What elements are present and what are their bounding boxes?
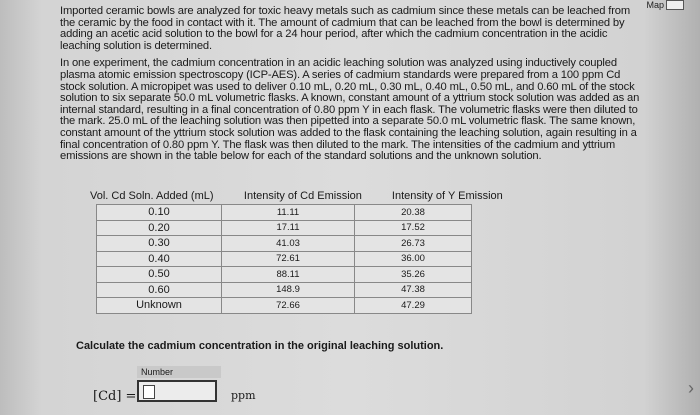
cell-cd: 72.66 <box>222 298 355 314</box>
cell-cd: 88.11 <box>222 267 355 283</box>
number-label: Number <box>137 366 221 378</box>
cell-y: 20.38 <box>355 205 472 221</box>
map-label: Map <box>646 0 664 10</box>
input-cursor-box <box>143 385 155 399</box>
cell-cd: 72.61 <box>222 251 355 267</box>
cell-volume: Unknown <box>97 298 222 314</box>
question-text: Calculate the cadmium concentration in the original leaching solution. <box>76 340 444 352</box>
cell-volume: 0.30 <box>97 236 222 252</box>
cell-y: 47.38 <box>355 282 472 298</box>
table-row <box>97 282 472 298</box>
cell-y: 47.29 <box>355 298 472 314</box>
cell-volume: 0.40 <box>97 251 222 267</box>
cd-variable-label: [Cd] = <box>93 389 137 404</box>
cell-y: 17.52 <box>355 220 472 236</box>
answer-input[interactable] <box>137 380 217 402</box>
map-button[interactable] <box>646 0 684 10</box>
unit-label: ppm <box>231 389 256 402</box>
table-row <box>97 236 472 252</box>
cell-cd: 41.03 <box>222 236 355 252</box>
cell-volume: 0.10 <box>97 205 222 221</box>
table-row <box>97 298 472 314</box>
cell-volume: 0.50 <box>97 267 222 283</box>
cell-cd: 11.11 <box>222 205 355 221</box>
table-row <box>97 220 472 236</box>
table-row <box>97 205 472 221</box>
table-row <box>97 251 472 267</box>
chevron-right-icon: › <box>688 378 694 398</box>
map-icon <box>666 0 684 10</box>
header-cd-intensity: Intensity of Cd Emission <box>243 190 362 202</box>
intro-paragraph: Imported ceramic bowls are analyzed for toxic heavy metals such as cadmium since these metals can be leached from the ceramic by the food in contact with it. The amount of cadmium that can be leached from the bowl is determined by adding an acetic acid solution to the bowl for a 24 hour period, after which the cadmium concentration in the acidic leaching solution is determined. <box>60 5 631 52</box>
cell-y: 35.26 <box>355 267 472 283</box>
table-header <box>90 190 530 202</box>
cell-volume: 0.20 <box>97 220 222 236</box>
header-y-intensity: Intensity of Y Emission <box>391 190 503 202</box>
header-volume: Vol. Cd Soln. Added (mL) <box>90 190 214 202</box>
cell-y: 36.00 <box>355 251 472 267</box>
cell-cd: 17.11 <box>222 220 355 236</box>
table-row <box>97 267 472 283</box>
emission-table <box>96 204 472 314</box>
cell-y: 26.73 <box>355 236 472 252</box>
answer-area <box>85 365 285 415</box>
cell-cd: 148.9 <box>222 282 355 298</box>
cell-volume: 0.60 <box>97 282 222 298</box>
problem-page <box>60 0 640 169</box>
experiment-paragraph: In one experiment, the cadmium concentration in an acidic leaching solution was analyzed using inductively coupled plasma atomic emission spectroscopy (ICP-AES). A series of cadmium standards were prepared from a 100 ppm Cd stock solution. A micropipet was used to deliver 0.10 mL, 0.20 mL, 0.30 mL, 0.40 mL, 0.50 mL, and 0.60 mL of the stock solution to six separate 50.0 mL volumetric flasks. A known, constant amount of a yttrium stock solution was added as an internal standard, resulting in a final concentration of 0.80 ppm Y in each flask. The volumetric flasks were then diluted to the mark. 25.0 mL of the leaching solution was then pipetted into a separate 50.0 mL volumetric flask. The same known, constant amount of the yttrium stock solution was added to the flask containing the leaching solution, again resulting in a final concentration of 0.80 ppm Y. The flask was then diluted to the mark. The intensities of the cadmium and yttrium emissions are shown in the table below for each of the standard solutions and the unknown solution. <box>60 57 640 163</box>
